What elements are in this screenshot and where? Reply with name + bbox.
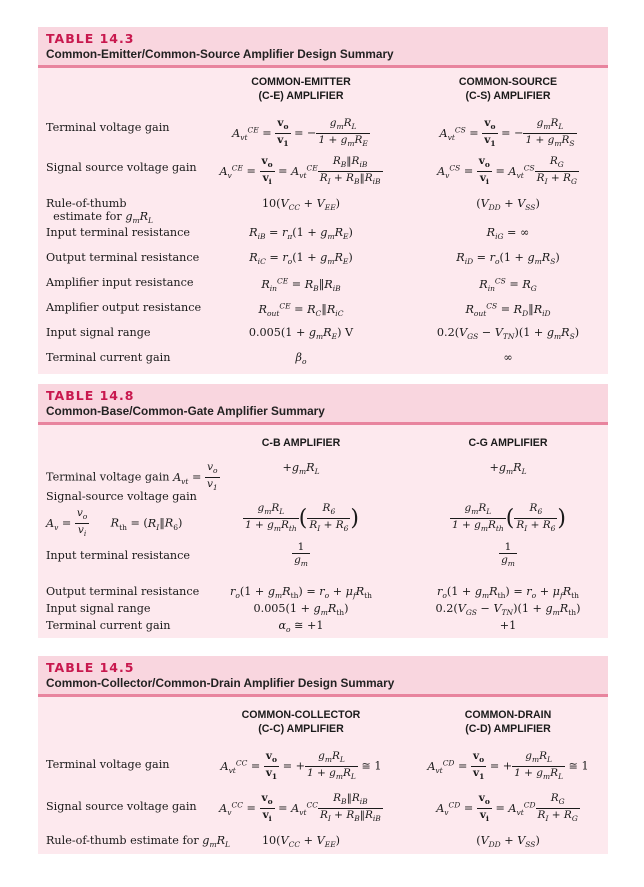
row-label: Terminal current gain [46, 351, 171, 364]
formula-cc: $A_v^{CC}$ = $\frac{v_o}{v_i}$ = $A_{vt}^{CC}$ $\frac{R_B‖R_{iB}}{R_I + R_B‖R_{iB}}$ [219, 792, 381, 824]
row-label: Signal-source voltage gain $A_v$ = $\frac{v_o}{v_i}$ $R_{th}$ = $(R_I‖R_6)$ [46, 490, 197, 539]
formula-cs: $R_{out}^{CS}$ = $R_D‖R_{iD}$ [465, 301, 551, 318]
table-title: Common-Collector/Common-Drain Amplifier Design Summary [46, 676, 395, 690]
formula-cb: $\alpha_o$ ≅ +1 [278, 619, 324, 635]
formula-cs: $(V_{DD} + V_{SS})$ [476, 197, 540, 213]
table-header [38, 656, 608, 697]
col-header-cs: COMMON-SOURCE (C-S) AMPLIFIER [458, 76, 558, 102]
formula-cs: $A_{vt}^{CS}$ = $\frac{v_o}{v_1}$ = − $\frac{g_mR_L}{1 + g_mR_S}$ [439, 117, 575, 149]
formula-cd: $(V_{DD} + V_{SS})$ [476, 834, 540, 850]
row-label: Terminal voltage gain $A_{vt}$ = $\frac{v_o}{v_1}$ [46, 461, 218, 493]
formula-ce: $R_{iC} = r_o(1 + g_mR_E)$ [249, 251, 353, 267]
formula-ce: $0.005(1 + g_mR_E)$ V [248, 326, 354, 342]
formula-cc: $10(V_{CC} + V_{EE})$ [261, 834, 341, 850]
row-label: Terminal voltage gain [46, 758, 170, 771]
table-title: Common-Emitter/Common-Source Amplifier Design Summary [46, 47, 394, 61]
row-label: Input signal range [46, 326, 151, 339]
formula-cb: $\frac{g_mR_L}{1 + g_mR_{th}}$ ( $\frac{R_6}{R_I + R_6}$ ) [245, 502, 359, 534]
table-14-3 [38, 27, 608, 374]
table-14-5 [38, 656, 608, 854]
formula-cs: $0.2(V_{GS} - V_{TN})(1 + g_mR_S)$ [436, 326, 580, 342]
col-header-ce: COMMON-EMITTER (C-E) AMPLIFIER [251, 76, 351, 102]
formula-cg: $\frac{1}{g_m}$ [501, 541, 515, 569]
row-label: Input signal range [46, 602, 151, 615]
formula-cs: $R_{iG}$ = ∞ [486, 226, 530, 242]
formula-cb: $r_o(1 + g_mR_{th}) = r_o + \mu_fR_{th}$ [229, 585, 373, 601]
formula-ce: $A_v^{CE}$ = $\frac{v_o}{v_i}$ = $A_{vt}^{CE}$ $\frac{R_B‖R_{iB}}{R_I + R_B‖R_{iB}}$ [219, 155, 381, 187]
row-label: Signal source voltage gain [46, 800, 197, 813]
formula-cg: $r_o(1 + g_mR_{th}) = r_o + \mu_fR_{th}$ [436, 585, 580, 601]
formula-cd: $A_v^{CD}$ = $\frac{v_o}{v_i}$ = $A_{vt}^{CD}$ $\frac{R_G}{R_I + R_G}$ [436, 792, 578, 824]
formula-cb: $0.005(1 + g_mR_{th})$ [253, 602, 349, 618]
table-title: Common-Base/Common-Gate Amplifier Summary [46, 404, 325, 418]
row-label: Terminal current gain [46, 619, 171, 632]
formula-cd: $A_{vt}^{CD}$ = $\frac{v_o}{v_1}$ = + $\frac{g_mR_L}{1 + g_mR_L}$ ≅ 1 [427, 750, 589, 782]
row-label: Rule-of-thumb estimate for $g_mR_L$ [46, 197, 154, 226]
table-header [38, 384, 608, 425]
formula-cs: $A_v^{CS}$ = $\frac{v_o}{v_i}$ = $A_{vt}^{CS}$ $\frac{R_G}{R_I + R_G}$ [437, 155, 577, 187]
table-number: TABLE 14.5 [46, 660, 135, 675]
formula-ce: $R_{iB} = r_\pi(1 + g_mR_E)$ [249, 226, 353, 242]
formula-ce: $A_{vt}^{CE}$ = $\frac{v_o}{v_1}$ = − $\frac{g_mR_L}{1 + g_mR_E}$ [232, 117, 368, 149]
row-label: Amplifier input resistance [46, 276, 194, 289]
formula-ce: $\beta_o$ [295, 351, 307, 367]
formula-cc: $A_{vt}^{CC}$ = $\frac{v_o}{v_1}$ = + $\frac{g_mR_L}{1 + g_mR_L}$ ≅ 1 [220, 750, 382, 782]
formula-cg: $0.2(V_{GS} - V_{TN})(1 + g_mR_{th})$ [435, 602, 581, 618]
formula-cs: $R_{in}^{CS} = R_G$ [479, 276, 537, 293]
col-header-cc: COMMON-COLLECTOR (C-C) AMPLIFIER [241, 709, 361, 735]
row-label: Output terminal resistance [46, 251, 200, 264]
row-label: Output terminal resistance [46, 585, 200, 598]
formula-cb: $\frac{1}{g_m}$ [294, 541, 308, 569]
formula-ce: $10(V_{CC} + V_{EE})$ [261, 197, 341, 213]
formula-ce: $R_{out}^{CE}$ = $R_C‖R_{iC}$ [258, 301, 344, 318]
row-label: Input terminal resistance [46, 226, 190, 239]
formula-ce: $R_{in}^{CE}$ = $R_B‖R_{iB}$ [261, 276, 341, 293]
formula-cs: $R_{iD} = r_o(1 + g_mR_S)$ [456, 251, 560, 267]
table-header [38, 27, 608, 68]
formula-cg: $\frac{g_mR_L}{1 + g_mR_{th}}$ ( $\frac{R_6}{R_I + R_6}$ ) [452, 502, 566, 534]
col-header-cd: COMMON-DRAIN (C-D) AMPLIFIER [464, 709, 552, 735]
row-label: Terminal voltage gain [46, 121, 170, 134]
row-label: Rule-of-thumb estimate for $g_mR_L$ [46, 834, 230, 850]
col-header-cg: C-G AMPLIFIER [468, 437, 548, 449]
col-header-cb: C-B AMPLIFIER [261, 437, 341, 449]
table-number: TABLE 14.8 [46, 388, 135, 403]
table-14-8 [38, 384, 608, 638]
row-label: Input terminal resistance [46, 549, 190, 562]
row-label: Amplifier output resistance [46, 301, 202, 314]
formula-cg: +1 [499, 619, 517, 632]
formula-cs: ∞ [503, 351, 513, 364]
formula-cg: $+g_mR_L$ [489, 461, 527, 477]
row-label: Signal source voltage gain [46, 161, 197, 174]
table-number: TABLE 14.3 [46, 31, 135, 46]
formula-cb: $+g_mR_L$ [282, 461, 320, 477]
